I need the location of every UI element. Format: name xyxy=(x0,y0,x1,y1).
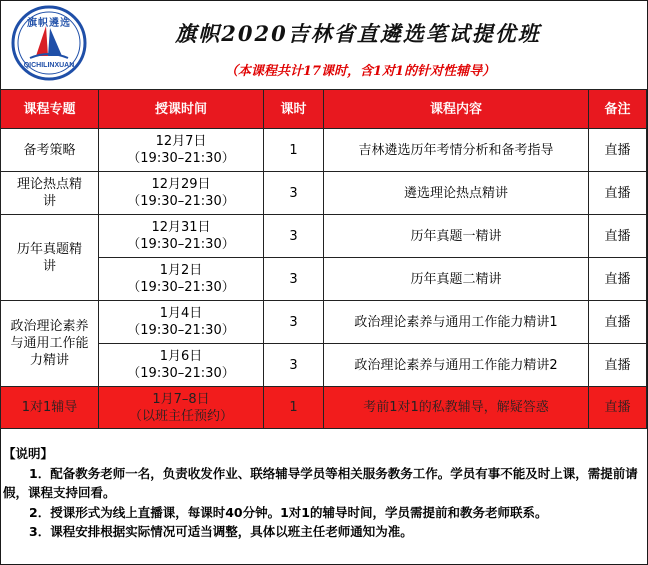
topic-cell: 理论热点精讲 xyxy=(1,172,99,215)
topic-cell: 1对1辅导 xyxy=(1,387,99,429)
notes-heading: 【说明】 xyxy=(3,446,54,461)
note-cell: 直播 xyxy=(589,258,647,301)
time-cell xyxy=(99,172,264,215)
header-topic: 课程专题 xyxy=(1,90,99,129)
hours-cell: 3 xyxy=(264,301,324,344)
note-cell: 直播 xyxy=(589,215,647,258)
hours-cell: 3 xyxy=(264,215,324,258)
time-text: （19:30–21:30） xyxy=(127,323,235,338)
table-row-highlight xyxy=(1,387,647,429)
topic-cell: 政治理论素养与通用工作能力精讲 xyxy=(1,301,99,387)
hours-cell: 3 xyxy=(264,172,324,215)
logo-subtext: QICHILINXUAN xyxy=(23,62,75,69)
page-title: 旗帜2020吉林省直遴选笔试提优班 xyxy=(175,21,541,46)
header-time: 授课时间 xyxy=(99,90,264,129)
time-text: （19:30–21:30） xyxy=(127,237,235,252)
content-cell: 吉林遴选历年考情分析和备考指导 xyxy=(324,129,589,172)
content-cell: 遴选理论热点精讲 xyxy=(324,172,589,215)
time-cell xyxy=(99,129,264,172)
content-cell: 政治理论素养与通用工作能力精讲1 xyxy=(324,301,589,344)
note-item: 2．授课形式为线上直播课，每课时40分钟。1对1的辅导时间，学员需提前和教务老师联系。 xyxy=(29,504,548,520)
time-cell xyxy=(99,215,264,258)
content-cell: 历年真题二精讲 xyxy=(324,258,589,301)
time-text: （19:30–21:30） xyxy=(127,366,235,381)
content-cell: 政治理论素养与通用工作能力精讲2 xyxy=(324,344,589,387)
table-row xyxy=(1,129,647,172)
date-text: 1月7–8日 xyxy=(152,391,210,407)
header-note: 备注 xyxy=(589,90,647,129)
note-cell: 直播 xyxy=(589,344,647,387)
hours-cell: 1 xyxy=(264,129,324,172)
table-row xyxy=(1,301,647,344)
header xyxy=(0,0,646,88)
date-text: 12月7日 xyxy=(155,134,207,149)
time-cell xyxy=(99,344,264,387)
date-text: 1月4日 xyxy=(159,306,203,321)
hours-cell: 3 xyxy=(264,258,324,301)
content-cell: 历年真题一精讲 xyxy=(324,215,589,258)
page-subtitle: （本课程共计17课时，含1对1的针对性辅导） xyxy=(224,64,496,79)
note-item: 3．课程安排根据实际情况可适当调整，具体以班主任老师通知为准。 xyxy=(29,524,413,539)
time-text: （19:30–21:30） xyxy=(127,280,235,295)
notes-section xyxy=(0,444,646,542)
note-item: 1．配备教务老师一名，负责收发作业、联络辅导学员等相关服务教务工作。学员有事不能及时上课，需提前请假，课程支持回看。 xyxy=(3,465,638,500)
note-cell: 直播 xyxy=(589,387,647,429)
time-text: （以班主任预约） xyxy=(128,408,233,424)
schedule-table xyxy=(0,89,647,429)
table-row xyxy=(1,172,647,215)
topic-cell: 历年真题精讲 xyxy=(1,215,99,301)
date-text: 12月29日 xyxy=(151,177,211,192)
logo-text: 旗帜遴选 xyxy=(27,18,71,29)
time-cell xyxy=(99,258,264,301)
time-text: （19:30–21:30） xyxy=(127,194,235,209)
time-cell xyxy=(99,387,264,429)
logo xyxy=(10,4,88,82)
note-cell: 直播 xyxy=(589,172,647,215)
header-hours: 课时 xyxy=(264,90,324,129)
hours-cell: 1 xyxy=(264,387,324,429)
topic-cell: 备考策略 xyxy=(1,129,99,172)
hours-cell: 3 xyxy=(264,344,324,387)
date-text: 1月6日 xyxy=(159,349,203,364)
note-cell: 直播 xyxy=(589,129,647,172)
header-content: 课程内容 xyxy=(324,90,589,129)
time-text: （19:30–21:30） xyxy=(127,151,235,166)
table-header-row xyxy=(1,90,647,129)
date-text: 12月31日 xyxy=(151,220,211,235)
date-text: 1月2日 xyxy=(159,263,203,278)
content-cell: 考前1对1的私教辅导，解疑答惑 xyxy=(324,387,589,429)
table-row xyxy=(1,215,647,258)
time-cell xyxy=(99,301,264,344)
note-cell: 直播 xyxy=(589,301,647,344)
